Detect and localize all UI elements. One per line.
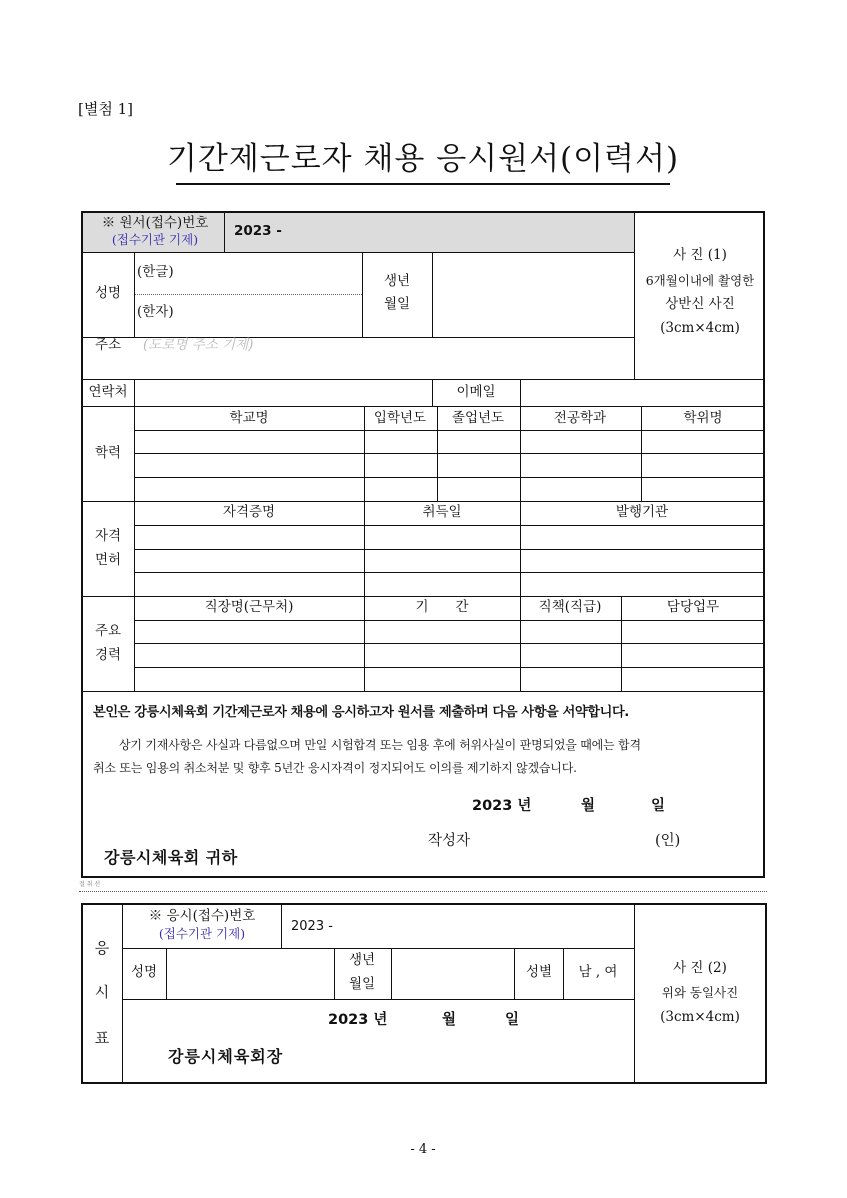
career-header: 담당업무 [666, 599, 720, 615]
name-korean-field[interactable]: (한글) [137, 264, 174, 280]
photo2-line: 위와 동일사진 [661, 985, 739, 1000]
addressee: 강릉시체육회 귀하 [104, 848, 238, 867]
photo2-line: 사 진 (2) [673, 960, 727, 976]
ticket-name-field[interactable] [167, 949, 333, 998]
ticket-birth-label: 생년 [348, 952, 376, 968]
education-label: 학력 [94, 445, 122, 461]
ticket-birth-field[interactable] [392, 949, 513, 998]
email-label: 이메일 [456, 384, 496, 400]
photo1-line: 6개월이내에 촬영한 [645, 273, 755, 288]
license-header: 자격증명 [222, 504, 276, 520]
name-hanja-field[interactable]: (한자) [137, 304, 174, 320]
page-number: - 4 - [410, 1142, 436, 1157]
ticket-receipt-note: (접수기관 기제) [158, 926, 246, 941]
ticket-date-month: 월 [442, 1012, 457, 1028]
birth-label: 생년 [383, 273, 411, 289]
ticket-side-char: 시 [94, 983, 110, 1001]
photo1-line: (3cm×4cm) [660, 320, 740, 336]
photo1-line: 상반신 사진 [665, 296, 735, 312]
ticket-issuer: 강릉시체육회장 [168, 1047, 284, 1066]
career-label: 주요 [94, 623, 122, 639]
career-label: 경력 [94, 647, 122, 663]
ticket-side-char: 응 [94, 939, 110, 957]
ticket-receipt-label: ※ 응시(접수)번호 [148, 908, 256, 924]
cut-line [79, 891, 767, 892]
license-label: 자격 [94, 528, 122, 544]
education-header: 학위명 [683, 410, 723, 426]
ticket-birth-label: 월일 [348, 976, 376, 992]
address-label: 주소 [94, 337, 122, 353]
education-header: 학교명 [229, 410, 269, 426]
birth-label: 월일 [383, 296, 411, 312]
education-header: 입학년도 [373, 410, 427, 426]
email-field[interactable] [521, 380, 764, 405]
education-header: 전공학과 [553, 410, 607, 426]
page-title: 기간제근로자 채용 응시원서(이력서) [166, 141, 680, 177]
cut-line-label: 절 취 선 [79, 881, 101, 888]
photo1-line: 사 진 (1) [673, 247, 727, 263]
birth-date-field[interactable] [433, 253, 633, 336]
pledge-text: 상기 기재사항은 사실과 다름없으며 만일 시험합격 또는 임용 후에 허위사실이 판명되었을 때에는 합격 [119, 738, 641, 752]
ticket-side-char: 표 [94, 1029, 110, 1047]
ticket-name-label: 성명 [130, 964, 158, 980]
date-month: 월 [581, 798, 596, 814]
ticket-receipt-value[interactable]: 2023 - [291, 919, 333, 934]
date-year: 2023 년 [472, 798, 532, 814]
career-header: 직장명(근무처) [204, 599, 294, 615]
contact-field[interactable] [135, 380, 431, 405]
license-header: 취득일 [422, 504, 462, 520]
name-label: 성명 [94, 285, 122, 301]
attachment-label: [별첨 1] [78, 100, 133, 118]
seal-label[interactable]: (인) [655, 833, 681, 849]
form-border [81, 211, 765, 878]
pledge-text: 취소 또는 임용의 취소처분 및 향후 5년간 응시자격이 정지되어도 이의를 제기하지 않겠습니다. [93, 761, 577, 775]
license-header: 발행기관 [615, 504, 669, 520]
address-field[interactable]: (도로명 주소 기제) [143, 337, 254, 353]
receipt-number-label: ※ 원서(접수)번호 [101, 215, 209, 231]
receipt-number-note: (접수기관 기제) [111, 232, 199, 247]
pledge-statement: 본인은 강릉시체육회 기간제근로자 채용에 응시하고자 원서를 제출하며 다음 사항을 서약합니다. [93, 705, 629, 720]
career-header: 직책(직급) [538, 599, 602, 615]
education-header: 졸업년도 [451, 410, 505, 426]
photo2-line: (3cm×4cm) [660, 1009, 740, 1025]
title-underline [176, 183, 670, 185]
ticket-gender-label: 성별 [525, 964, 553, 980]
career-header: 기 간 [415, 599, 469, 615]
date-day: 일 [651, 798, 666, 814]
ticket-date-day: 일 [505, 1012, 520, 1028]
ticket-date-year: 2023 년 [328, 1012, 388, 1028]
license-label: 면허 [94, 552, 122, 568]
writer-label: 작성자 [428, 833, 471, 849]
receipt-number-value[interactable]: 2023 - [234, 223, 282, 239]
ticket-gender-value[interactable]: 남 , 여 [578, 964, 618, 980]
contact-label: 연락처 [88, 384, 128, 400]
